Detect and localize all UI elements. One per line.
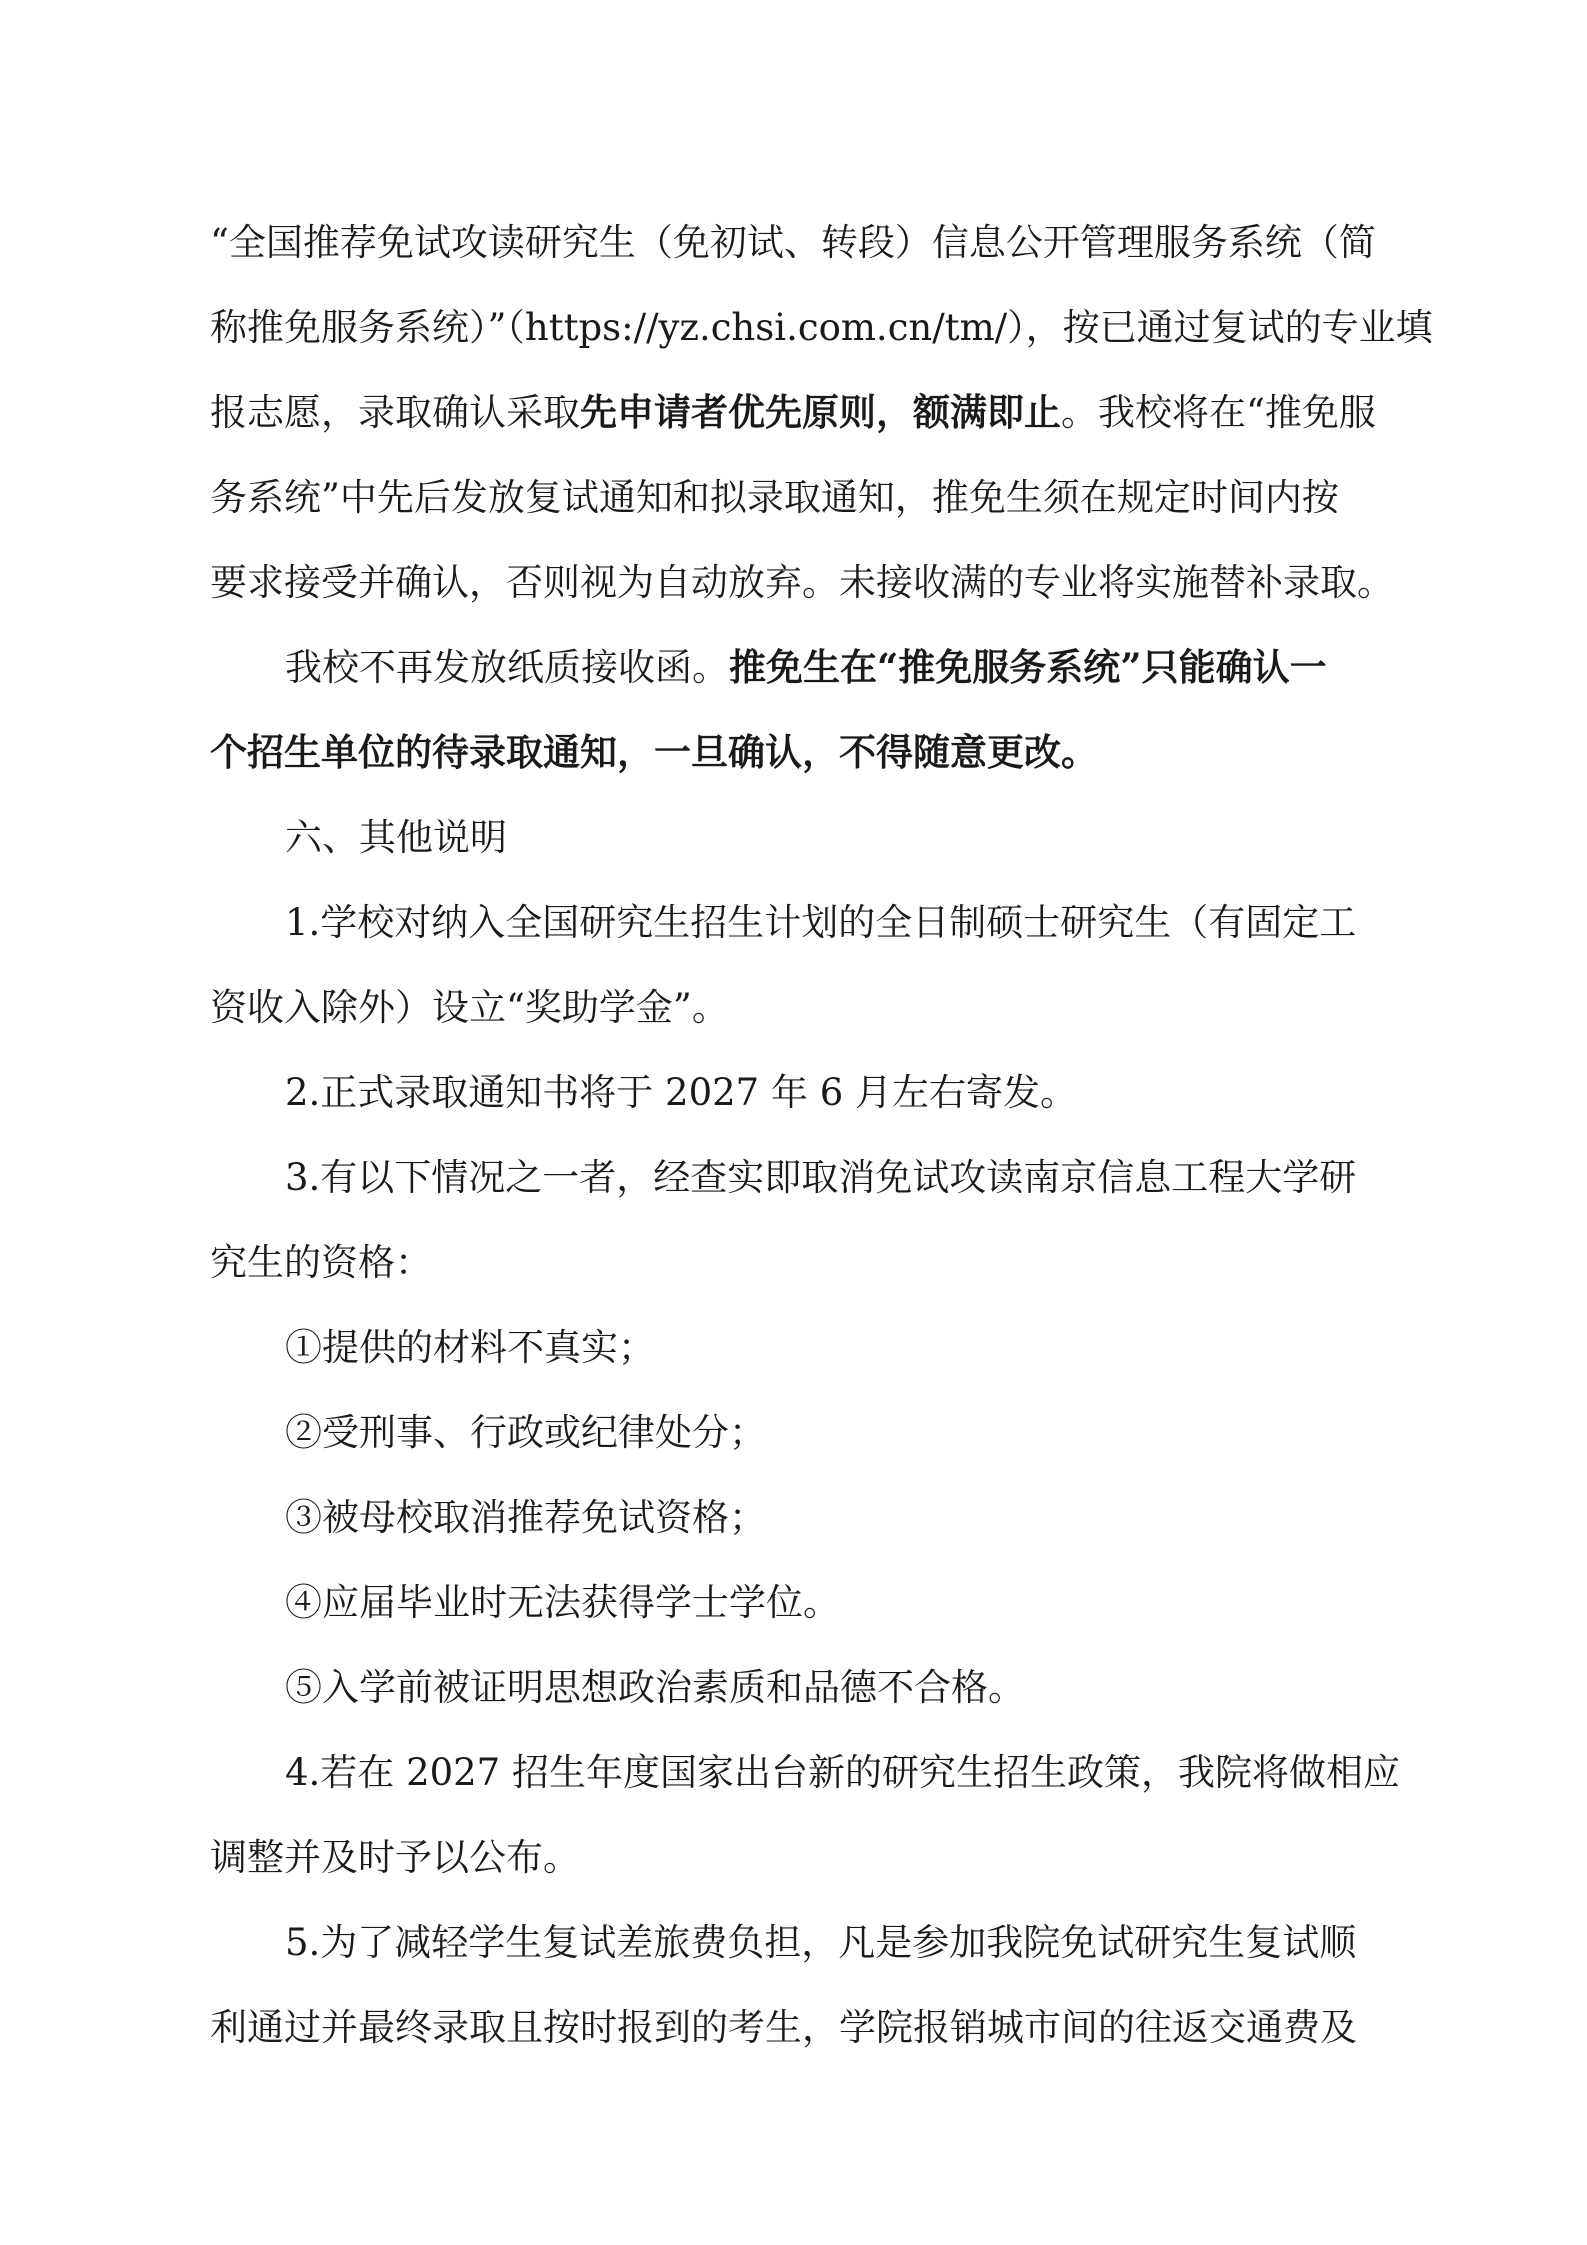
bold-text: 推免生在“推免服务系统”只能确认一	[729, 645, 1327, 689]
paragraph-line: 称推免服务系统）”（https://yz.chsi.com.cn/tm/），按已通过复试的专业填	[210, 306, 1433, 349]
paragraph-line: “全国推荐免试攻读研究生（免初试、转段）信息公开管理服务系统（简	[210, 221, 1376, 264]
line-text: 我校不再发放纸质接收函。	[285, 646, 729, 689]
paragraph-line: 3.有以下情况之一者，经查实即取消免试攻读南京信息工程大学研	[285, 1156, 1357, 1199]
paragraph-line: 究生的资格：	[210, 1241, 432, 1284]
paragraph-line: 5.为了减轻学生复试差旅费负担，凡是参加我院免试研究生复试顺	[285, 1921, 1357, 1964]
bold-text: 先申请者优先原则，额满即止	[580, 390, 1061, 434]
paragraph-line: 利通过并最终录取且按时报到的考生，学院报销城市间的往返交通费及	[210, 2006, 1357, 2049]
paragraph-line	[210, 722, 1098, 776]
paragraph-line: 2.正式录取通知书将于 2027 年 6 月左右寄发。	[285, 1071, 1078, 1114]
paragraph-line: 调整并及时予以公布。	[210, 1836, 580, 1879]
paragraph-line: 资收入除外）设立“奖助学金”。	[210, 986, 729, 1029]
list-item: ③被母校取消推荐免试资格；	[285, 1496, 766, 1539]
line-text: 报志愿，录取确认采取	[210, 391, 580, 434]
bold-text: 个招生单位的待录取通知，一旦确认，不得随意更改。	[210, 730, 1098, 774]
paragraph-line	[285, 637, 1327, 691]
list-item: ④应届毕业时无法获得学士学位。	[285, 1581, 840, 1624]
section-heading: 六、其他说明	[285, 816, 507, 859]
list-item: ②受刑事、行政或纪律处分；	[285, 1411, 766, 1454]
list-item: ⑤入学前被证明思想政治素质和品德不合格。	[285, 1666, 1025, 1709]
paragraph-line	[210, 382, 1376, 436]
paragraph-line: 务系统”中先后发放复试通知和拟录取通知，推免生须在规定时间内按	[210, 476, 1339, 519]
paragraph-line: 要求接受并确认，否则视为自动放弃。未接收满的专业将实施替补录取。	[210, 561, 1394, 604]
line-text: 。我校将在“推免服	[1061, 391, 1376, 434]
paragraph-line: 1.学校对纳入全国研究生招生计划的全日制硕士研究生（有固定工	[285, 901, 1357, 944]
list-item: ①提供的材料不真实；	[285, 1326, 655, 1369]
paragraph-line: 4.若在 2027 招生年度国家出台新的研究生招生政策，我院将做相应	[285, 1751, 1400, 1794]
